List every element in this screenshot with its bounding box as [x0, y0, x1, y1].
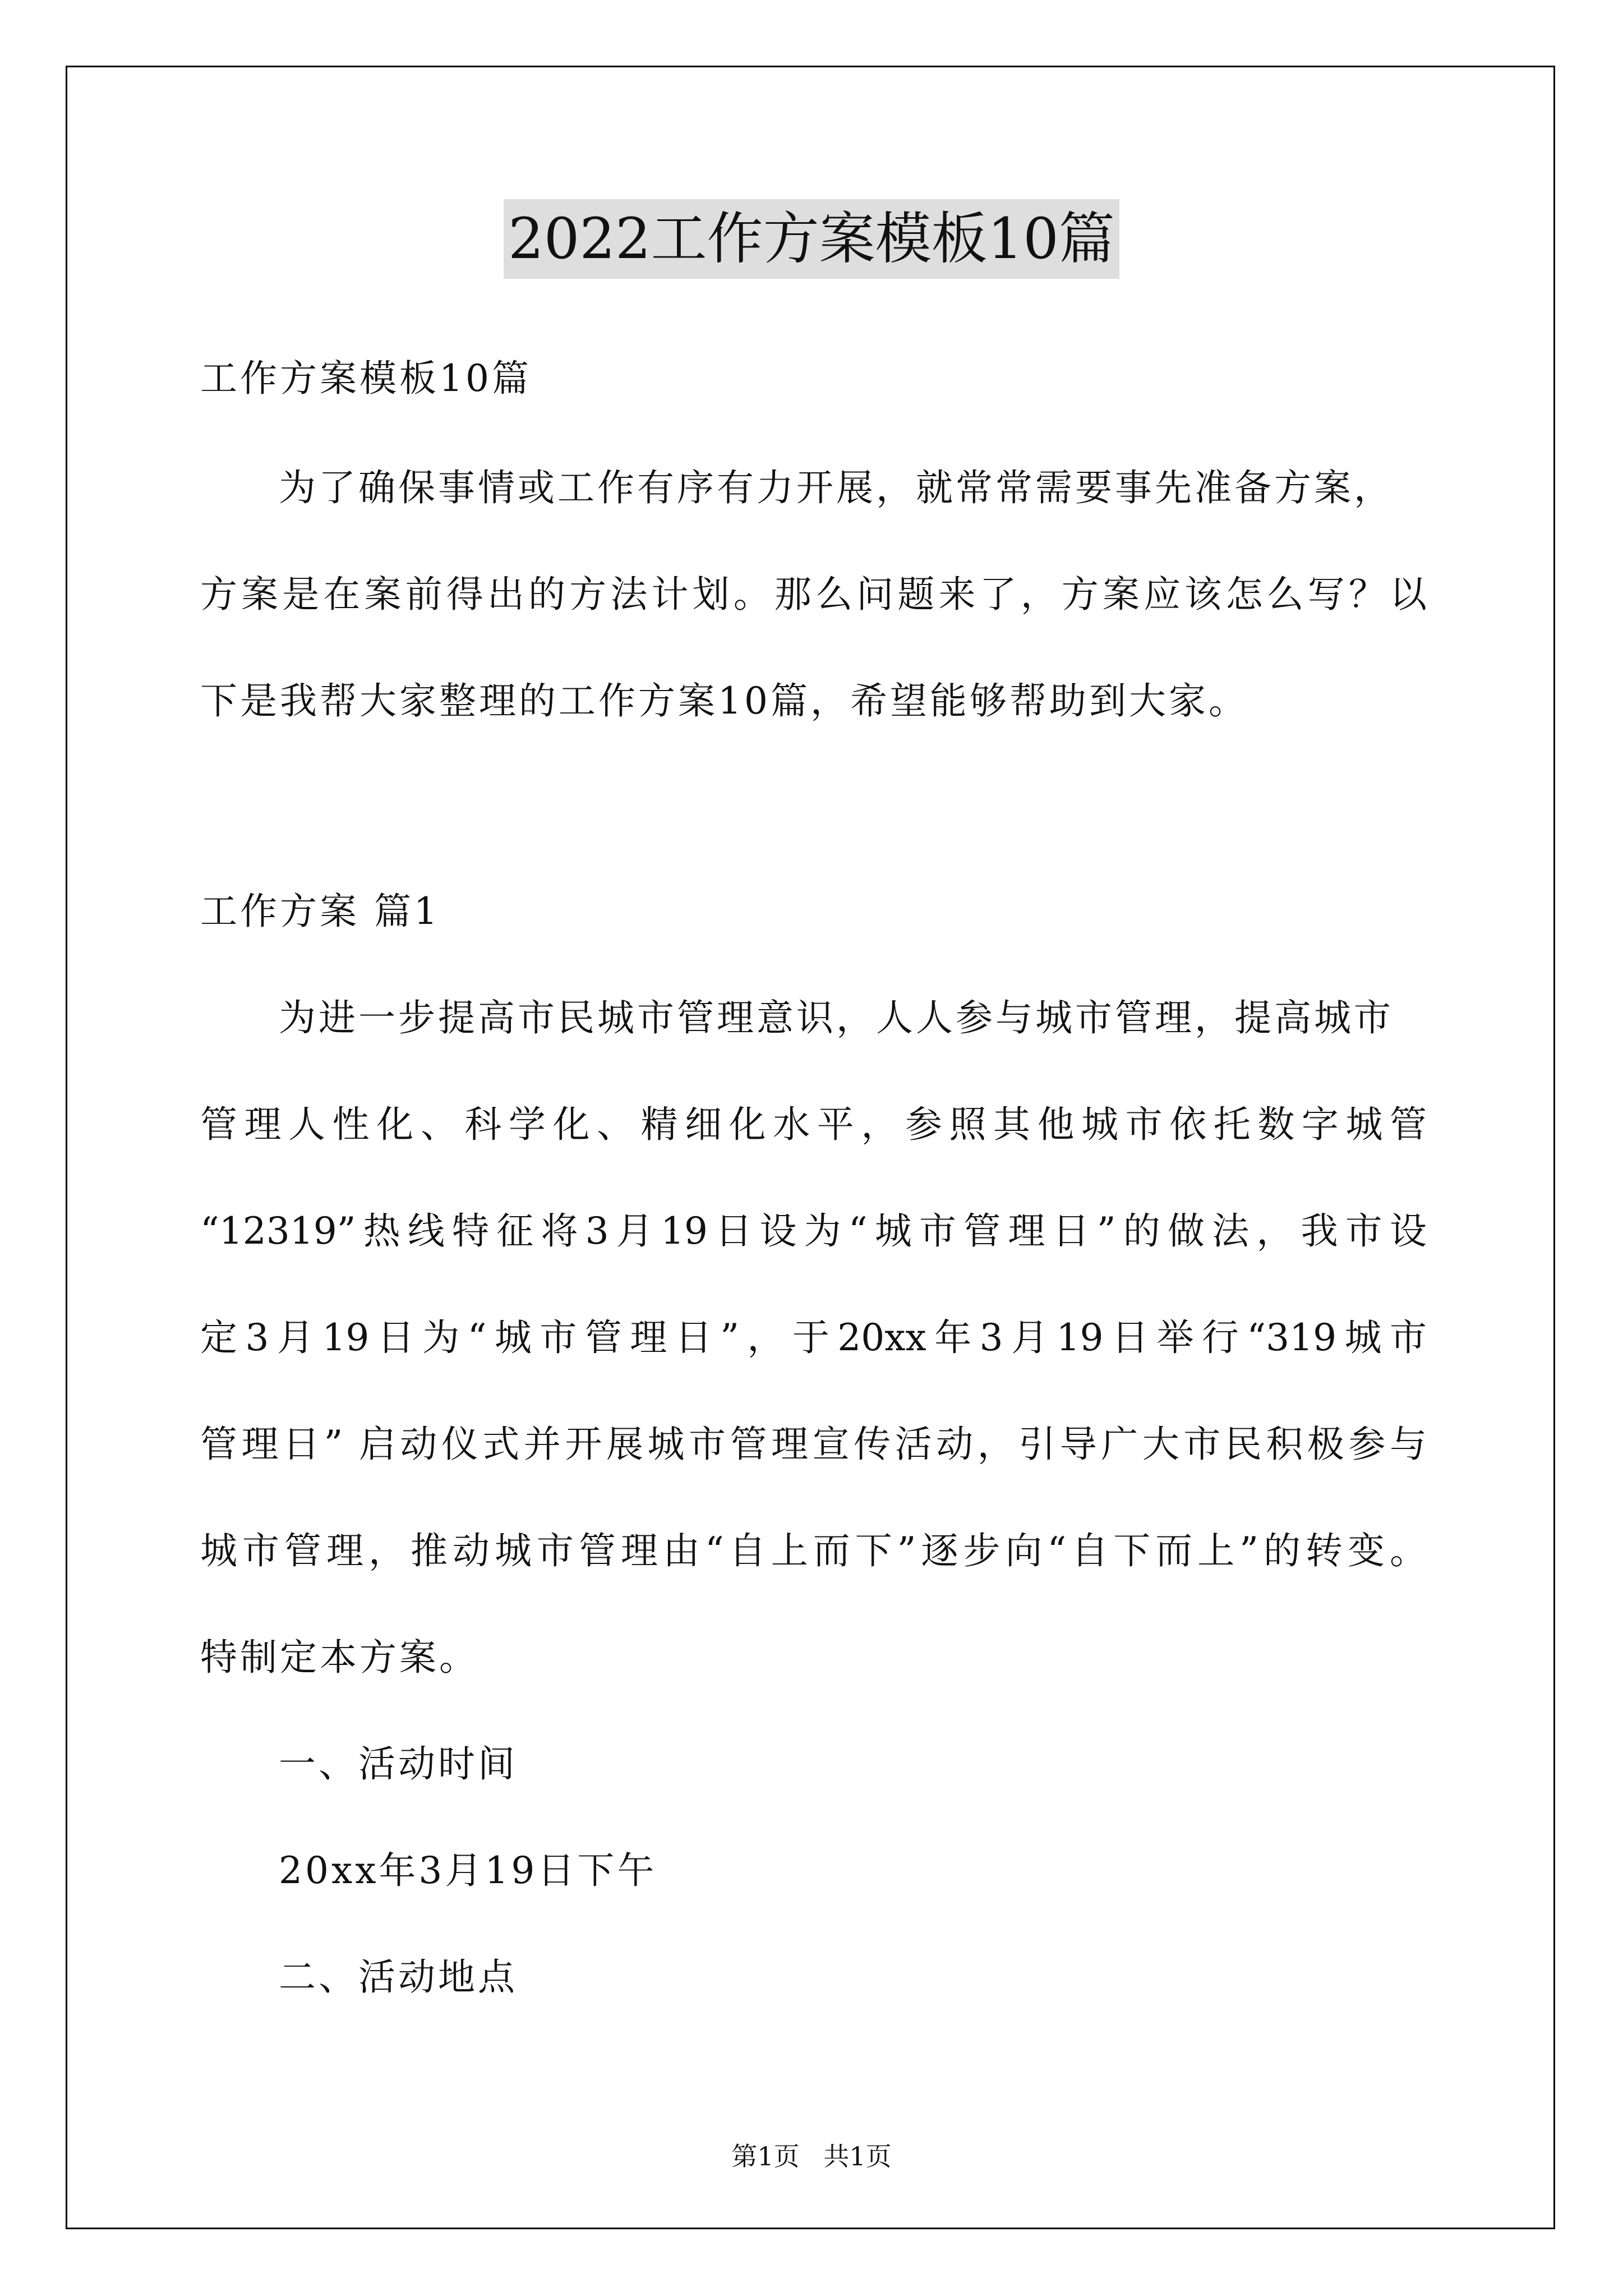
section-heading: 工作方案 篇1 — [200, 890, 440, 933]
document-title: 2022工作方案模板10篇 — [504, 199, 1119, 279]
intro-line-1: 为了确保事情或工作有序有力开展，就常常需要事先准备方案， — [279, 466, 1394, 509]
document-subtitle: 工作方案模板10篇 — [200, 357, 532, 400]
body-line-7: 特制定本方案。 — [200, 1636, 479, 1679]
body-line-3: “12319”热线特征将3月19日设为“城市管理日”的做法，我市设 — [200, 1209, 1427, 1253]
activity-time-value: 20xx年3月19日下午 — [279, 1849, 657, 1892]
page-total: 共1页 — [823, 2141, 892, 2171]
body-line-1: 为进一步提高市民城市管理意识，人人参与城市管理，提高城市 — [279, 996, 1394, 1039]
page-footer — [723, 2139, 899, 2173]
intro-line-3: 下是我帮大家整理的工作方案10篇，希望能够帮助到大家。 — [200, 679, 1248, 723]
body-line-5: 管理日” 启动仪式并开展城市管理宣传活动，引导广大市民积极参与 — [200, 1423, 1427, 1466]
body-line-4: 定3月19日为“城市管理日”，于20xx年3月19日举行“319城市 — [200, 1316, 1427, 1359]
activity-time-heading: 一、活动时间 — [279, 1742, 518, 1786]
page-number: 第1页 — [731, 2141, 800, 2171]
body-line-6: 城市管理，推动城市管理由“自上而下”逐步向“自下而上”的转变。 — [200, 1529, 1427, 1572]
intro-line-2: 方案是在案前得出的方法计划。那么问题来了，方案应该怎么写？以 — [200, 573, 1427, 616]
activity-place-heading: 二、活动地点 — [279, 1955, 518, 1999]
body-line-2: 管理人性化、科学化、精细化水平，参照其他城市依托数字城管 — [200, 1103, 1427, 1146]
